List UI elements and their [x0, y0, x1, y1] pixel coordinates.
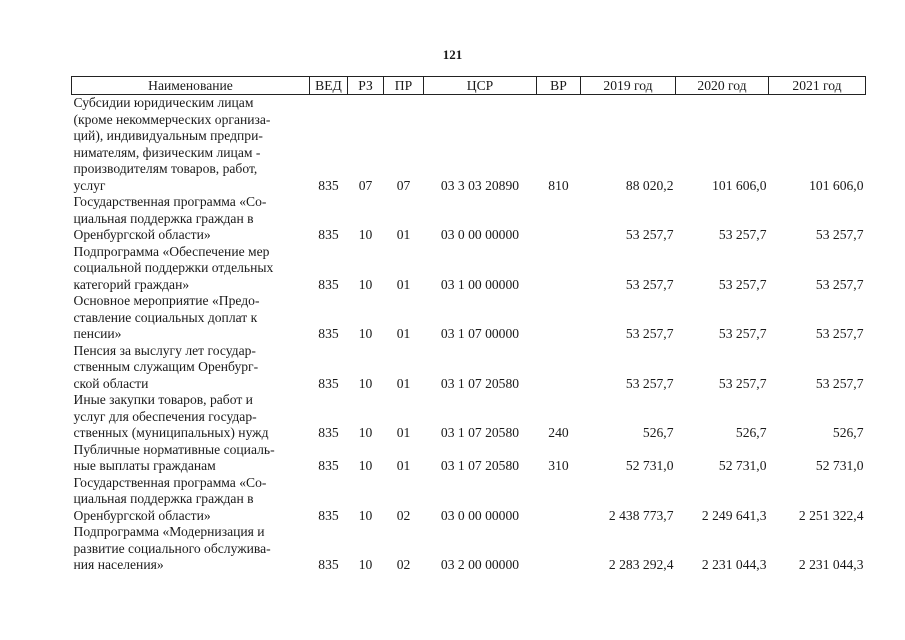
name-line: Оренбургской области» [73, 227, 211, 242]
cell-csr: 03 1 07 00000 [440, 326, 520, 341]
name-line: ные выплаты гражданам [73, 458, 216, 473]
cell-vr: 810 [548, 177, 569, 193]
name-line: (кроме некоммерческих организа- [73, 111, 271, 127]
cell-ved: 835 [318, 326, 339, 341]
cell-ved: 835 [318, 177, 339, 193]
table-row [72, 95, 866, 195]
cell-2021: 52 731,0 [815, 458, 864, 473]
name-line: Подпрограмма «Модернизация и [73, 524, 265, 539]
cell-ved: 835 [318, 276, 339, 292]
cell-name [72, 524, 310, 574]
cell-2020: 101 606,0 [712, 177, 767, 193]
cell-csr: 03 1 07 20580 [440, 375, 520, 391]
cell-2020: 2 249 641,3 [701, 507, 767, 523]
cell-ved: 835 [318, 557, 339, 572]
cell-vr: 240 [548, 425, 569, 440]
page-number: 121 [442, 47, 463, 62]
cell-rz: 10 [358, 557, 373, 572]
cell-2020: 526,7 [735, 425, 767, 440]
cell-ved: 835 [318, 507, 339, 523]
cell-csr: 03 0 00 00000 [440, 227, 520, 242]
name-line: Публичные нормативные социаль- [73, 441, 275, 457]
name-line: пенсии» [73, 326, 122, 341]
table-row [72, 524, 866, 574]
cell-name [72, 95, 310, 195]
cell-csr: 03 0 00 00000 [440, 507, 520, 523]
cell-2020: 53 257,7 [718, 326, 767, 341]
cell-2020: 52 731,0 [718, 458, 767, 473]
cell-pr: 02 [396, 507, 411, 523]
column-header-pr: ПР [384, 77, 424, 95]
cell-2020: 53 257,7 [718, 276, 767, 292]
column-header-2019: 2019 год [581, 77, 676, 95]
cell-csr: 03 1 07 20580 [440, 458, 520, 473]
cell-csr: 03 1 00 00000 [440, 276, 520, 292]
cell-2020: 2 231 044,3 [701, 557, 767, 572]
column-header-2021: 2021 год [769, 77, 866, 95]
table-row [72, 194, 866, 244]
cell-pr: 01 [396, 425, 411, 440]
budget-table [71, 76, 866, 574]
cell-ved: 835 [318, 458, 339, 473]
cell-2019: 53 257,7 [625, 326, 674, 341]
cell-name [72, 442, 310, 475]
cell-rz: 10 [358, 276, 373, 292]
name-line: Субсидии юридическим лицам [73, 95, 254, 110]
column-header-ved: ВЕД [310, 77, 348, 95]
cell-rz: 10 [358, 507, 373, 523]
cell-2021: 53 257,7 [815, 326, 864, 341]
cell-pr: 01 [396, 276, 411, 292]
table-row [72, 343, 866, 393]
name-line: услуг [73, 177, 106, 193]
cell-name [72, 194, 310, 244]
cell-2021: 53 257,7 [815, 227, 864, 242]
name-line: производителям товаров, работ, [73, 161, 258, 176]
cell-rz: 10 [358, 227, 373, 242]
cell-csr: 03 2 00 00000 [440, 557, 520, 572]
cell-name [72, 343, 310, 393]
cell-2021: 53 257,7 [815, 276, 864, 292]
name-line: Иные закупки товаров, работ и [73, 392, 253, 407]
name-line: услуг для обеспечения государ- [73, 408, 257, 424]
cell-2019: 53 257,7 [625, 227, 674, 242]
cell-vr [537, 244, 581, 294]
cell-rz: 07 [358, 177, 373, 193]
cell-2019: 88 020,2 [625, 177, 674, 193]
name-line: категорий граждан» [73, 276, 190, 292]
column-header-vr: ВР [537, 77, 581, 95]
name-line: Оренбургской области» [73, 507, 211, 523]
column-header-rz: РЗ [348, 77, 384, 95]
cell-2019: 2 283 292,4 [608, 557, 674, 572]
cell-2021: 526,7 [832, 425, 864, 440]
cell-pr: 07 [396, 177, 411, 193]
cell-csr: 03 3 03 20890 [440, 177, 520, 193]
table-row [72, 392, 866, 442]
cell-name [72, 392, 310, 442]
cell-csr: 03 1 07 20580 [440, 425, 520, 440]
cell-rz: 10 [358, 375, 373, 391]
name-line: Основное мероприятие «Предо- [73, 293, 260, 308]
table-row [72, 244, 866, 294]
cell-rz: 10 [358, 425, 373, 440]
cell-2019: 52 731,0 [625, 458, 674, 473]
name-line: ственным служащим Оренбург- [73, 359, 259, 374]
cell-name [72, 244, 310, 294]
name-line: ской области [73, 375, 149, 391]
cell-2020: 53 257,7 [718, 227, 767, 242]
cell-2019: 2 438 773,7 [608, 507, 674, 523]
table-body [72, 95, 866, 574]
column-header-name: Наименование [72, 77, 310, 95]
name-line: ставление социальных доплат к [73, 309, 258, 325]
cell-ved: 835 [318, 425, 339, 440]
name-line: Пенсия за выслугу лет государ- [73, 342, 256, 358]
name-line: циальная поддержка граждан в [73, 491, 254, 506]
cell-vr: 310 [548, 458, 569, 473]
name-line: ния населения» [73, 557, 164, 572]
table-row [72, 293, 866, 343]
cell-2021: 2 231 044,3 [798, 557, 864, 572]
cell-pr: 01 [396, 227, 411, 242]
cell-pr: 01 [396, 375, 411, 391]
name-line: Государственная программа «Со- [73, 194, 267, 209]
cell-ved: 835 [318, 227, 339, 242]
cell-name [72, 293, 310, 343]
cell-2019: 526,7 [642, 425, 674, 440]
table-header-row [72, 77, 866, 95]
name-line: циальная поддержка граждан в [73, 210, 254, 226]
cell-pr: 01 [396, 458, 411, 473]
name-line: ственных (муниципальных) нужд [73, 425, 269, 440]
cell-vr [537, 475, 581, 525]
cell-name [72, 475, 310, 525]
column-header-2020: 2020 год [676, 77, 769, 95]
cell-vr [537, 343, 581, 393]
name-line: развитие социального обслужива- [73, 540, 271, 556]
cell-pr: 01 [396, 326, 411, 341]
cell-vr [537, 194, 581, 244]
name-line: ций), индивидуальным предпри- [73, 128, 263, 143]
cell-ved: 835 [318, 375, 339, 391]
name-line: социальной поддержки отдельных [73, 260, 274, 275]
cell-vr [537, 293, 581, 343]
cell-pr: 02 [396, 557, 411, 572]
cell-2021: 101 606,0 [809, 177, 864, 193]
table-row [72, 475, 866, 525]
column-header-csr: ЦСР [424, 77, 537, 95]
cell-vr [537, 524, 581, 574]
name-line: Государственная программа «Со- [73, 474, 267, 490]
cell-rz: 10 [358, 458, 373, 473]
name-line: нимателям, физическим лицам - [73, 144, 261, 160]
cell-2019: 53 257,7 [625, 375, 674, 391]
cell-2021: 2 251 322,4 [798, 507, 864, 523]
cell-2021: 53 257,7 [815, 375, 864, 391]
cell-2020: 53 257,7 [718, 375, 767, 391]
cell-2019: 53 257,7 [625, 276, 674, 292]
cell-rz: 10 [358, 326, 373, 341]
name-line: Подпрограмма «Обеспечение мер [73, 243, 270, 259]
table-row [72, 442, 866, 475]
